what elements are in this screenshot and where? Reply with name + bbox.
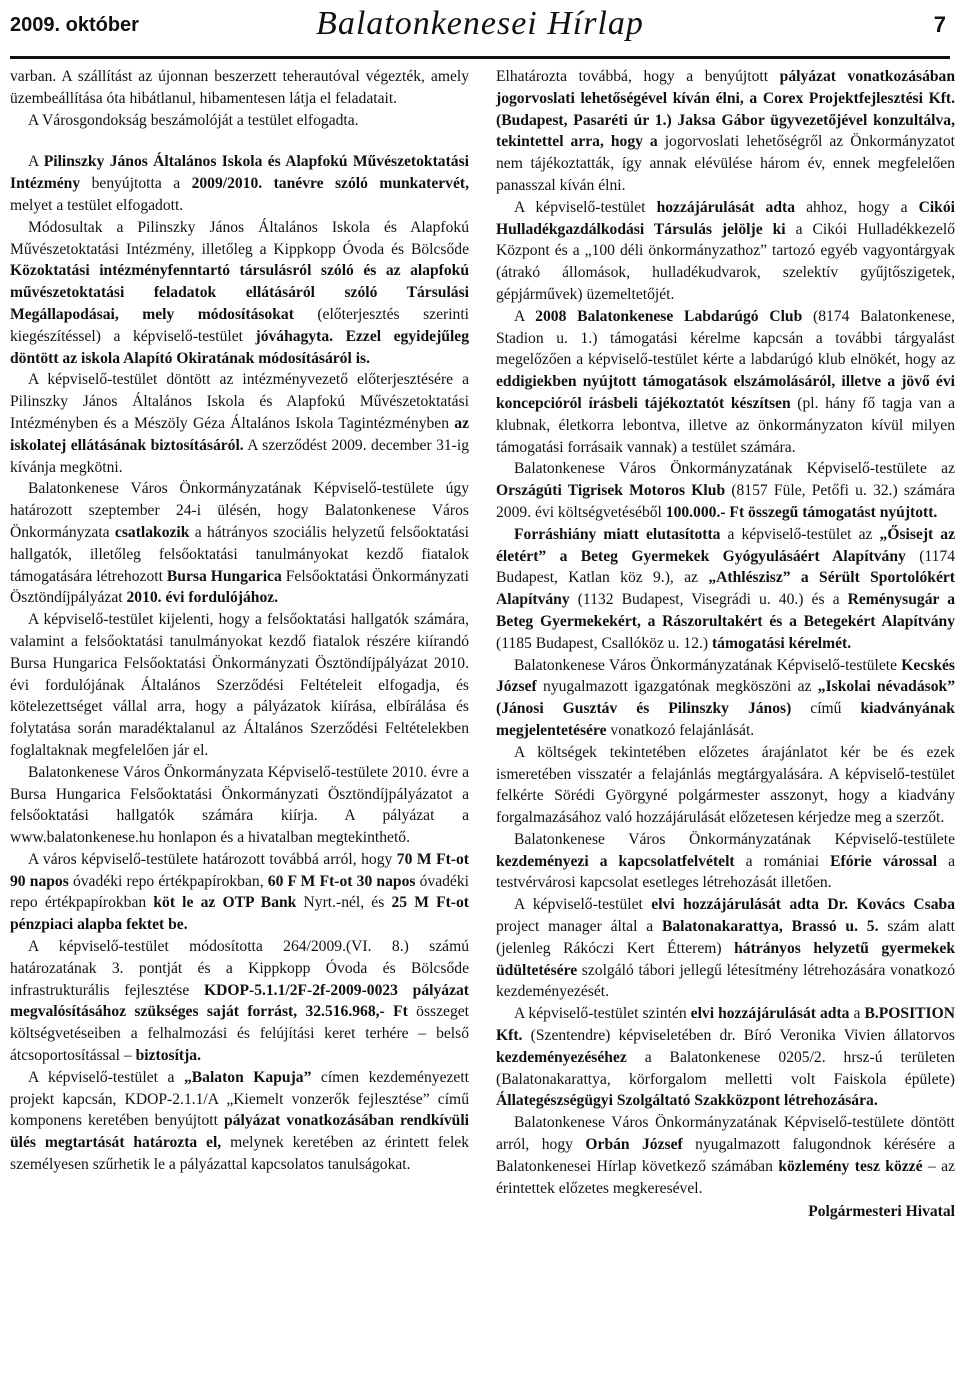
left-paragraph: A képviselő-testület döntött az intézményvezető előterjesztésére a Pilinszky János Általános Iskola és Alapfokú Művészetoktatási Intézményben és a Mészöly Géza Általános Iskola Tagintézményben az iskolatej ellátásának biztosításáról. A szerződést 2009. december 31-ig kívánja megkötni. <box>10 371 470 476</box>
left-paragraph: Balatonkenese Város Önkormányzata Képviselő-testülete 2010. évre a Bursa Hungarica Felsőoktatási Önkormányzati Ösztöndíjpályázatot a felsőoktatási hallgatók számára kiírja. A pályázat a www.balatonkenese.hu honlapon és a hivatalban megtekinthető. <box>10 763 469 847</box>
left-paragraph: A város képviselő-testülete határozott továbbá arról, hogy 70 M Ft-ot 90 napos óvadéki repo értékpapírokban, 60 F M Ft-ot 30 napos óvadéki repo értékpapírokban köt le az OTP Bank Nyrt.-nél, és 25 M Ft-ot pénzpiaci alapba fektet be. <box>10 850 469 934</box>
right-paragraph: A képviselő-testület elvi hozzájárulását adta Dr. Kovács Csaba project manager által a Balatonakarattya, Brassó u. 5. szám alatt (jelenleg Rákóczi Kert Étterem) hátrányos helyzetű gyermekek üdültetésére szolgáló tábori jellegű létesítmény létrehozására vonatkozó kezdeményezését. <box>496 896 955 1001</box>
left-paragraph: A Pilinszky János Általános Iskola és Alapfokú Művészetoktatási Intézmény benyújtotta a 2009/2010. tanévre szóló munkatervét, melyet a testület elfogadott. <box>10 153 469 214</box>
right-paragraph: A képviselő-testület hozzájárulását adta ahhoz, hogy a Cikói Hulladékgazdálkodási Társulás jelölje ki a Cikói Hulladékkezelő Központ és a „100 déli önkormányzathoz” tartozó egyéb vagyontárgyak (átrakó állomások, hulladékudvarok, szelektív gyűjtőszigetek, gépjárművek) üzemeltetőjét. <box>496 198 955 303</box>
page-header <box>0 0 960 58</box>
right-paragraph: Forráshiány miatt elutasította a képviselő-testület az „Ősisejt az életért” a Beteg Gyermekek Gyógyulásáért Alapítvány (1174 Budapest, Katlan köz 9.), az „Athlészisz” a Sérült Sportolókért Alapítvány (1132 Budapest, Visegrádi u. 40.) és a Reménysugár a Beteg Gyermekekért, a Rászorultakért és a Betegekért Alapítvány (1185 Budapest, Csallóköz u. 12.) támogatási kérelmét. <box>496 525 956 652</box>
newspaper-title: Balatonkenesei Hírlap <box>316 5 644 42</box>
left-paragraph: A Városgondokság beszámolóját a testület elfogadta. <box>28 111 359 129</box>
right-column <box>496 66 955 1223</box>
left-paragraph: Balatonkenese Város Önkormányzatának Képviselő-testülete úgy határozott szeptember 24-i ülésén, hogy Balatonkenese Város Önkormányzata csatlakozik a hátrányos szociális helyzetű felsőoktatási hallgatók, illetőleg felsőoktatási tanulmányokat kezdő fiatalok támogatására létrehozott Bursa Hungarica Felsőoktatási Önkormányzati Ösztöndíjpályázat 2010. évi fordulójához. <box>10 480 469 607</box>
right-paragraph: Balatonkenese Város Önkormányzatának Képviselő-testülete kezdeményezi a kapcsolatfelvételt a romániai Efórie várossal a testvérvárosi kapcsolat esetleges létrehozását illetően. <box>496 830 956 892</box>
right-paragraph: Elhatározta továbbá, hogy a benyújtott pályázat vonatkozásában jogorvoslati lehetőségével kíván élni, a Corex Projektfejlesztési Kft. (Budapest, Pasaréti úr 1.) Jaksa Gábor ügyvezetőjével konzultálva, tekintettel arra, hogy a jogorvoslati lehetőségről az Önkormányzatot nem tájékoztatták, így annak elévülése három év, ennek megfelelően panasszal kíván élni. <box>496 68 956 194</box>
right-paragraph: A 2008 Balatonkenese Labdarúgó Club (8174 Balatonkenese, Stadion u. 1.) támogatási kérelme kapcsán a további tárgyalást megelőzően a képviselő-testület kérte a labdarúgó klub elnökét, hogy az eddigiekben nyújtott támogatások elszámolásáról, illetve a jövő évi koncepcióról írásbeli tájékoztatót készítsen (pl. hány fő tagja van a klubnak, életkorra lebontva, illetve az önkormányzaton kívül milyen támogatási forrásaik vannak) a testület számára. <box>496 307 955 456</box>
right-paragraph: Balatonkenese Város Önkormányzatának Képviselő-testülete döntött arról, hogy Orbán József nyugalmazott falugondnok kérésére a Balatonkenesei Hírlap következő számában közlemény tesz közzé – az érintettek előzetes megkeresével. <box>496 1114 956 1197</box>
right-paragraph: Balatonkenese Város Önkormányzatának Képviselő-testülete az Országúti Tigrisek Motoros Klub (8157 Füle, Petőfi u. 32.) számára 2009. évi költségvetéséből 100.000.- Ft összegű támogatást nyújtott. <box>496 460 955 521</box>
header-rule <box>10 56 950 59</box>
signature: Polgármesteri Hivatal <box>808 1203 955 1221</box>
left-paragraph: Módosultak a Pilinszky János Általános Iskola és Alapfokú Művészetoktatási Intézmény, illetőleg a Kippkopp Óvoda és Bölcsőde Közoktatási intézményfenntartó társulásról szóló és az alapfokú művészetoktatási feladatok ellátásáról szóló Társulási Megállapodásai, mely módosításokat (előterjesztés szerinti kiegészítéssel) a képviselő-testület jóváhagyta. Ezzel egyidejűleg döntött az iskola Alapító Okiratának módosításáról is. <box>10 218 469 367</box>
left-paragraph: A képviselő-testület a „Balaton Kapuja” címen kezdeményezett projekt kapcsán, KDOP-2.1.1/A „Kiemelt vonzerők fejlesztése” című komponens keretében benyújtott pályázat vonatkozásában rendkívüli ülés megtartását határozta el, melynek keretében az érintett felek személyesen szűrhetik le a pályázattal kapcsolatos tanulságokat. <box>10 1068 470 1174</box>
right-paragraph: A képviselő-testület szintén elvi hozzájárulását adta a B.POSITION Kft. (Szentendre) képviseletében dr. Bíró Veronika Vivien állatorvos kezdeményezéséhez a Balatonkenese 0205/2. hrsz-ú területen (Balatonakarattya, körforgalom melletti volt Faiskola épülete) Állategészségügyi Szolgáltató Szakközpont létrehozására. <box>496 1005 955 1110</box>
left-paragraph: A képviselő-testület módosította 264/2009.(VI. 8.) számú határozatának 3. pontját és a Kippkopp Óvoda és Bölcsőde infrastrukturális fejlesztése KDOP-5.1.1/2F-2f-2009-0023 pályázat megvalósításához szükséges saját forrást, 32.516.968,- Ft összeget költségvetéseiben a felhalmozási és felújítási keret terhére – belső átcsoportosítással – biztosítja. <box>10 938 469 1065</box>
right-paragraph: A költségek tekintetében előzetes árajánlatot kér be és ezek ismeretében visszatér a felajánlás megtárgyalására. A képviselő-testület felkérte Sörédi Györgyné polgármester asszonyt, hogy a kiadvány forgalmazásához való hozzájárulását előzetesen kérjedze meg a szerzőt. <box>496 743 955 827</box>
left-paragraph: varban. A szállítást az újonnan beszerzett teherautóval végezték, amely üzembeállítása óta hibátlanul, hibamentesen látja el feladatait. <box>10 68 469 107</box>
left-column <box>10 66 469 1176</box>
left-paragraph: A képviselő-testület kijelenti, hogy a felsőoktatási hallgatók számára, valamint a felsőoktatási tanulmányokat kezdő fiatalok részére kiírandó Bursa Hungarica Felsőoktatási Önkormányzati Ösztöndíjpályázat 2010. évi fordulójának Általános Szerződési Feltételeit elfogadja, és kötelezettséget vállal arra, hogy a pályázatok kiírása, elbírálása és folytatása során maradéktalanul az Általános Szerződési Feltételekben foglaltaknak megfelelően jár el. <box>10 611 469 759</box>
right-paragraph: Balatonkenese Város Önkormányzatának Képviselő-testülete Kecskés József nyugalmazott igazgatónak megköszöni az „Iskolai névadások” (Jánosi Gusztáv és Pilinszky János) című kiadványának megjelentetésére vonatkozó felajánlását. <box>496 656 955 739</box>
issue-date: 2009. október <box>10 14 139 36</box>
page-number: 7 <box>933 12 946 37</box>
